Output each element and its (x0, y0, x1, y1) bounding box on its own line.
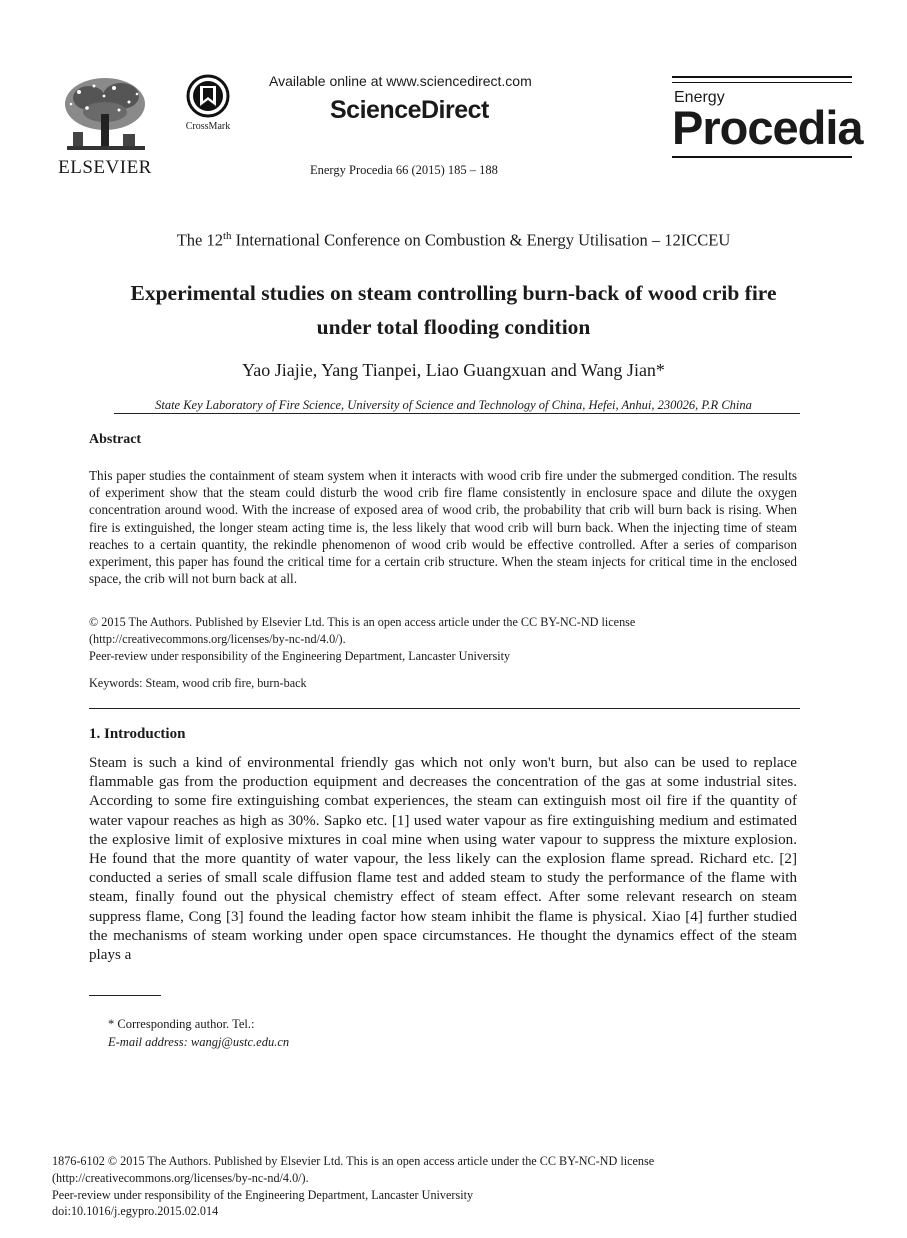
affiliation: State Key Laboratory of Fire Science, University of Science and Technology of China, Hefei, Anhui, 230026, P.R China (155, 398, 752, 412)
footer-license-link[interactable]: (http://creativecommons.org/licenses/by-nc-nd/4.0/). (52, 1170, 309, 1185)
conference-rest: International Conference on Combustion & Energy Utilisation – 12ICCEU (231, 230, 731, 250)
peer-review-line: Peer-review under responsibility of the Engineering Department, Lancaster University (89, 649, 511, 663)
logo-rule-top (672, 76, 852, 78)
doi-line: doi:10.1016/j.egypro.2015.02.014 (52, 1204, 219, 1219)
introduction-heading: 1. Introduction (89, 726, 186, 742)
email-address-note: E-mail address: wangj@ustc.edu.cn (108, 1035, 290, 1049)
sciencedirect-logo: ScienceDirect (330, 96, 489, 124)
crossmark-icon (186, 74, 230, 118)
journal-citation: Energy Procedia 66 (2015) 185 – 188 (310, 163, 498, 177)
elsevier-tree-icon (59, 74, 151, 156)
elsevier-logo (55, 74, 155, 179)
conference-prefix: The 12 (176, 230, 223, 250)
abstract-license (89, 614, 799, 665)
conference-superscript: th (222, 230, 232, 242)
journal-name-procedia: Procedia (672, 101, 863, 154)
copyright-line: © 2015 The Authors. Published by Elsevier Ltd. This is an open access article under the CC BY-NC-ND license (89, 615, 636, 629)
license-link[interactable]: (http://creativecommons.org/licenses/by-nc-nd/4.0/). (89, 632, 346, 646)
abstract-text: This paper studies the containment of steam system when it interacts with wood crib fire under the submerged condition. The results of experiment show that the steam could disturb the wood crib fire flame consistently in enclosure space and dilute the oxygen concentration around wood. With the increase of exposed area of wood crib, the probability that crib will burn back is rising. When fire is extinguished, the longer steam acting time is, the less likely that wood crib will burn back. When the injecting time of steam reaches to a certain quantity, the rekindle phenomenon of wood crib would be effective controlled. After a series of comparison experiment, this paper has found the critical time for a certain crib structure. When the steam injects for critical time in the enclosed space, the crib will not burn back at all. (89, 468, 797, 587)
energy-procedia-logo (672, 76, 863, 158)
logo-rule-second (672, 82, 852, 83)
keywords: Keywords: Steam, wood crib fire, burn-back (89, 676, 307, 690)
title-line-2: under total flooding condition (316, 315, 591, 339)
logo-rule-bottom (672, 156, 852, 158)
introduction-text: Steam is such a kind of environmental friendly gas which not only won't burn, but also can be used to replace flammable gas from the production equipment and decreases the concentration of the gas at some industrial sites. According to some fire extinguishing combat experiences, the steam can extinguish most oil fire if the quantity of water vapour reaches as high as 30%. Sapko etc. [1] used water vapour as fire extinguishing medium and estimated the explosive limit of explosive mixtures in coal mine when using water vapour to suppress the mixture explosion. He found that the more quantity of water vapour, the less likely can the explosion flame spread. Richard etc. [2] conducted a series of small scale diffusion flame test and added steam to study the performance of the flame with steam, finally found out the physical chemistry effect of steam effect. After some relevant research on steam suppress flame, Cong [3] found the leading factor how steam inhibit the flame is physical. Xiao [4] further studied the mechanisms of steam working under open space circumstances. He thought the dynamics effect of the steam plays a (89, 755, 797, 964)
footnote-rule (89, 995, 161, 996)
affiliation-rule (114, 413, 800, 414)
corresponding-author-note: * Corresponding author. Tel.: (108, 1017, 255, 1031)
available-online-text: Available online at www.sciencedirect.com (269, 73, 532, 89)
issn-line: 1876-6102 © 2015 The Authors. Published by Elsevier Ltd. This is an open access article under the CC BY-NC-ND license (52, 1154, 655, 1168)
elsevier-wordmark: ELSEVIER (58, 157, 152, 178)
title-line-1: Experimental studies on steam controlling burn-back of wood crib fire (130, 281, 777, 305)
paper-title (60, 276, 847, 344)
conference-line (0, 230, 907, 251)
footer-peer-review: Peer-review under responsibility of the Engineering Department, Lancaster University (52, 1187, 474, 1202)
abstract-rule (89, 708, 800, 709)
crossmark-badge[interactable] (178, 74, 238, 132)
crossmark-label: CrossMark (185, 121, 231, 132)
journal-name-energy: Energy (674, 89, 725, 106)
abstract-heading: Abstract (89, 432, 142, 447)
publication-footer (52, 1153, 852, 1220)
author-list: Yao Jiajie, Yang Tianpei, Liao Guangxuan and Wang Jian* (242, 360, 665, 380)
